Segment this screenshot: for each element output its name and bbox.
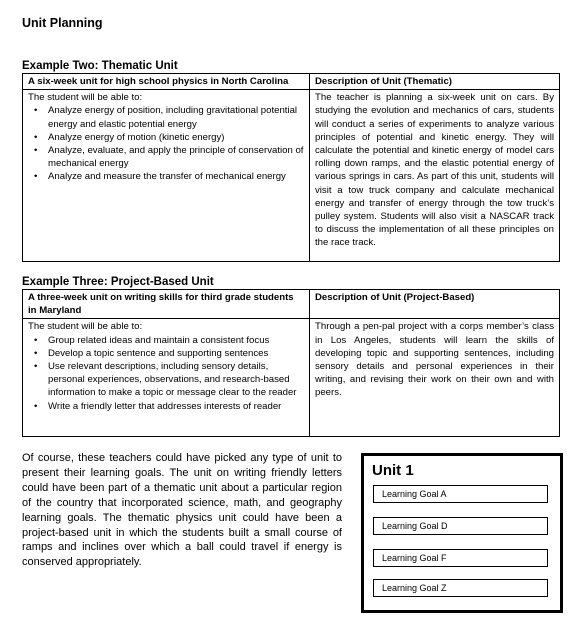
list-item: • Analyze, evaluate, and apply the principle of conservation of mechanical energy [48, 144, 304, 170]
list-item: • Group related ideas and maintain a consistent focus [48, 334, 304, 347]
page-title: Unit Planning [22, 16, 103, 30]
learning-goal-box: Learning Goal D [373, 517, 548, 535]
list-item: • Analyze and measure the transfer of mechanical energy [48, 170, 304, 183]
learning-goal-box: Learning Goal F [373, 549, 548, 567]
example-two-intro: The student will be able to: [28, 92, 143, 104]
list-item: • Analyze energy of position, including gravitational potential energy and elastic potential energy [48, 104, 304, 130]
example-three-col1-header: A three-week unit on writing skills for third grade students in Maryland [23, 290, 310, 319]
example-two-description: The teacher is planning a six-week unit on cars. By studying the evolution and mechanics of cars, students will conduct a series of experiments to analyze various principles of potential and kinetic energy. They will calculate the potential and kinetic energy of model cars rolling down ramps, and the elastic potential energy of various springs in cars. As part of this unit, students will visit a tow truck company and calculate mechanical energy and transfer of energy through the tow truck’s pulley system. Students will also visit a NASCAR track to discuss the implementation of all these principles on the race track. [310, 90, 560, 262]
example-three-goals-cell [23, 319, 310, 437]
example-two-col2-header: Description of Unit (Thematic) [310, 74, 560, 90]
example-two-heading: Example Two: Thematic Unit [22, 60, 178, 72]
example-three-heading: Example Three: Project-Based Unit [22, 276, 214, 288]
list-item: • Write a friendly letter that addresses interests of reader [48, 400, 304, 413]
example-two-goals-cell [23, 90, 310, 262]
learning-goal-box: Learning Goal A [373, 485, 548, 503]
example-three-goals-list [28, 334, 304, 413]
example-three-description: Through a pen-pal project with a corps member’s class in Los Angeles, students will learn the skills of developing topic and supporting sentences, including sensory details and personal experiences in their writing, and revising their work on their own and with peers. [310, 319, 560, 437]
example-two-table [22, 73, 560, 262]
list-item: • Analyze energy of motion (kinetic energy) [48, 131, 304, 144]
list-item: • Develop a topic sentence and supporting sentences [48, 347, 304, 360]
example-two-goals-list [28, 104, 304, 183]
learning-goal-box: Learning Goal Z [373, 579, 548, 597]
body-paragraph: Of course, these teachers could have picked any type of unit to present their learning goals. The unit on writing friendly letters could have been part of a thematic unit about a particular region of the country that incorporated science, math, and geography learning goals. The thematic physics unit could have been a project-based unit in which the students built a small course of ramps and inclines over which a ball could travel if energy is conserved appropriately. [22, 452, 342, 569]
unit-box [361, 453, 563, 613]
example-three-table [22, 289, 560, 437]
example-three-col2-header: Description of Unit (Project-Based) [310, 290, 560, 319]
unit-box-title: Unit 1 [372, 462, 414, 479]
example-three-intro: The student will be able to: [28, 321, 143, 333]
list-item: • Use relevant descriptions, including sensory details, personal experiences, observations, and research-based information to make a topic or message clear to the reader [48, 360, 304, 400]
example-two-col1-header: A six-week unit for high school physics in North Carolina [23, 74, 310, 90]
